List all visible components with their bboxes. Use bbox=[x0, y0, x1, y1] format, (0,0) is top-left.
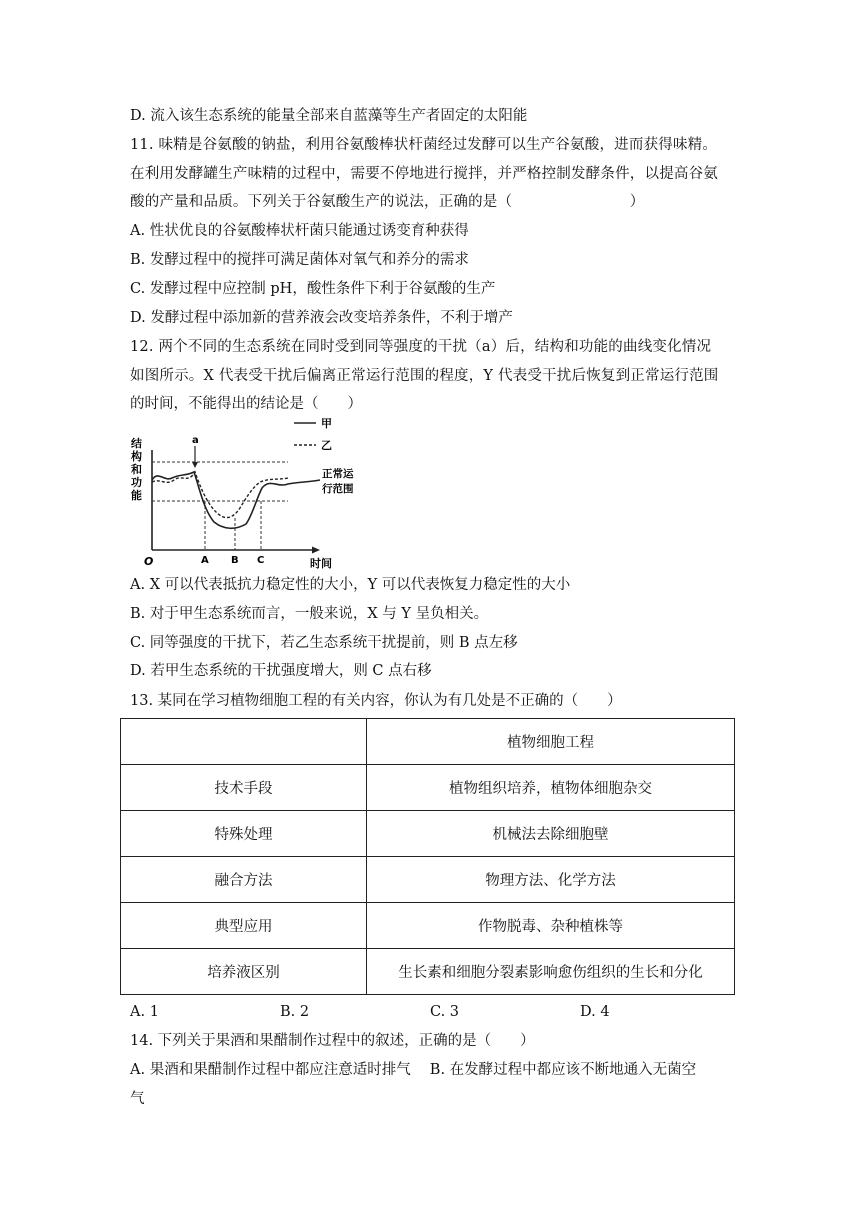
table-row bbox=[121, 765, 735, 811]
q11-option-b: B. 发酵过程中的搅拌可满足菌体对氧气和养分的需求 bbox=[130, 252, 469, 268]
table-row-value: 作物脱毒、杂种植株等 bbox=[367, 903, 735, 949]
q11-stem-line-3: 酸的产量和品质。下列关于谷氨酸生产的说法，正确的是（ ） bbox=[130, 194, 645, 210]
x-axis-label: 时间 bbox=[310, 557, 332, 570]
normal-range-label-2: 行范围 bbox=[322, 483, 354, 495]
normal-range-label-1: 正常运 bbox=[322, 468, 354, 480]
q11-stem-line-2: 在利用发酵罐生产味精的过程中，需要不停地进行搅拌，并严格控制发酵条件，以提高谷氨 bbox=[130, 166, 718, 182]
table-row-value: 植物组织培养，植物体细胞杂交 bbox=[367, 765, 735, 811]
q12-stem-line-2: 如图所示。X 代表受干扰后偏离正常运行范围的程度，Y 代表受干扰后恢复到正常运行范围 bbox=[130, 368, 719, 384]
y-label-char-1: 结 bbox=[131, 437, 142, 450]
q11-stem-line-1: 11. 味精是谷氨酸的钠盐，利用谷氨酸棒状杆菌经过发酵可以生产谷氨酸，进而获得味精。 bbox=[130, 137, 718, 153]
q11-option-c: C. 发酵过程中应控制 pH，酸性条件下利于谷氨酸的生产 bbox=[130, 281, 496, 297]
table-row-label: 技术手段 bbox=[121, 765, 367, 811]
origin-label: O bbox=[144, 555, 154, 568]
q12-option-d: D. 若甲生态系统的干扰强度增大，则 C 点右移 bbox=[130, 663, 432, 679]
q12-option-c: C. 同等强度的干扰下，若乙生态系统干扰提前，则 B 点左移 bbox=[130, 635, 518, 651]
table-row-value: 物理方法、化学方法 bbox=[367, 857, 735, 903]
q14-stem: 14. 下列关于果酒和果醋制作过程中的叙述，正确的是（ ） bbox=[130, 1033, 535, 1049]
table-row-value: 机械法去除细胞壁 bbox=[367, 811, 735, 857]
plant-cell-engineering-table bbox=[120, 718, 735, 995]
legend-label-yi: 乙 bbox=[321, 439, 332, 452]
q12-option-b: B. 对于甲生态系统而言，一般来说，X 与 Y 呈负相关。 bbox=[130, 606, 489, 622]
curve-jia bbox=[152, 472, 320, 528]
q12-option-a: A. X 可以代表抵抗力稳定性的大小，Y 可以代表恢复力稳定性的大小 bbox=[130, 577, 571, 593]
q12-stem-line-1: 12. 两个不同的生态系统在同时受到同等强度的干扰（a）后，结构和功能的曲线变化情况 bbox=[130, 339, 712, 355]
tick-a: A bbox=[201, 555, 209, 566]
curve-yi bbox=[152, 472, 288, 518]
tick-c: C bbox=[257, 555, 265, 566]
tick-b: B bbox=[231, 555, 239, 566]
q13-option-d: D. 4 bbox=[580, 1004, 610, 1020]
table-row-label: 特殊处理 bbox=[121, 811, 367, 857]
q10-option-d: D. 流入该生态系统的能量全部来自蓝藻等生产者固定的太阳能 bbox=[130, 108, 528, 124]
table-row-value: 生长素和细胞分裂素影响愈伤组织的生长和分化 bbox=[367, 949, 735, 995]
q14-options-line-2: 气 bbox=[130, 1091, 145, 1107]
y-label-char-5: 能 bbox=[131, 489, 142, 502]
table-row bbox=[121, 949, 735, 995]
table-row bbox=[121, 903, 735, 949]
table-header-cell-empty bbox=[121, 719, 367, 765]
q11-option-d: D. 发酵过程中添加新的营养液会改变培养条件，不利于增产 bbox=[130, 310, 513, 326]
q13-option-a: A. 1 bbox=[130, 1004, 159, 1020]
table-row bbox=[121, 857, 735, 903]
table-row-label: 融合方法 bbox=[121, 857, 367, 903]
y-label-char-4: 功 bbox=[131, 476, 142, 489]
table-row-label: 培养液区别 bbox=[121, 949, 367, 995]
x-axis-arrow bbox=[312, 547, 320, 554]
table-header-row bbox=[121, 719, 735, 765]
table-header-cell: 植物细胞工程 bbox=[367, 719, 735, 765]
q12-stem-line-3: 的时间，不能得出的结论是（ ） bbox=[130, 396, 362, 412]
q13-option-c: C. 3 bbox=[430, 1004, 460, 1020]
disturbance-arrowhead bbox=[192, 462, 198, 468]
y-label-char-3: 和 bbox=[131, 463, 142, 476]
q11-option-a: A. 性状优良的谷氨酸棒状杆菌只能通过诱变育种获得 bbox=[130, 223, 469, 239]
q14-options-line-1: A. 果酒和果醋制作过程中都应注意适时排气 B. 在发酵过程中都应该不断地通入无菌空 bbox=[130, 1062, 697, 1078]
q13-option-b: B. 2 bbox=[280, 1004, 310, 1020]
y-label-char-2: 构 bbox=[131, 450, 142, 463]
table-row bbox=[121, 811, 735, 857]
q13-stem: 13. 某同在学习植物细胞工程的有关内容，你认为有几处是不正确的（ ） bbox=[130, 693, 622, 709]
legend-label-jia: 甲 bbox=[321, 417, 332, 430]
table-row-label: 典型应用 bbox=[121, 903, 367, 949]
stability-curve-figure bbox=[128, 412, 368, 572]
disturbance-label: a bbox=[192, 435, 199, 446]
